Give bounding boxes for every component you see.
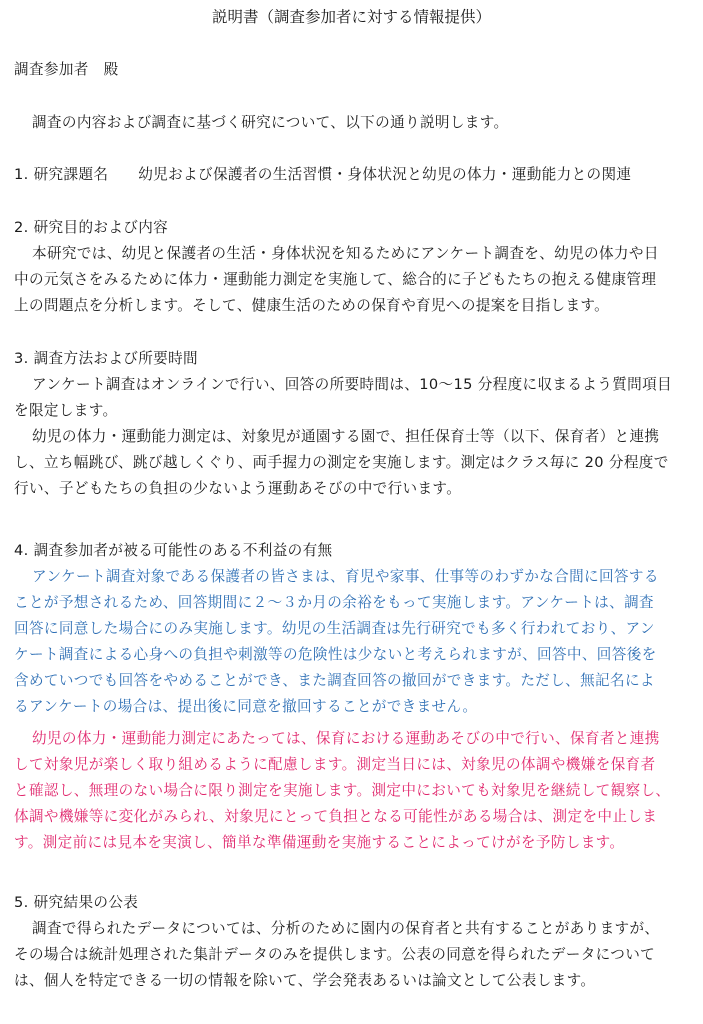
- section-3-line: 行い、子どもたちの負担の少ないよう運動あそびの中で行います。: [14, 480, 462, 497]
- section-2-line: 中の元気さをみるために体力・運動能力測定を実施して、総合的に子どもたちの抱える健康管理: [14, 271, 657, 288]
- section-4-blue-line: るアンケートの場合は、提出後に同意を撤回することができません。: [14, 698, 478, 715]
- section-4-blue-line: 含めていつでも回答をやめることができ、また調査回答の撤回ができます。ただし、無記名によ: [14, 672, 655, 689]
- section-2-line: 上の問題点を分析します。そして、健康生活のための保育や育児への提案を目指します。: [14, 297, 610, 314]
- section-3-heading: 3. 調査方法および所要時間: [14, 350, 198, 367]
- section-3-line: を限定します。: [14, 402, 118, 419]
- intro-text: 調査の内容および調査に基づく研究について、以下の通り説明します。: [32, 114, 509, 131]
- section-1-heading: 1. 研究課題名 幼児および保護者の生活習慣・身体状況と幼児の体力・運動能力との関連: [14, 166, 632, 183]
- section-2-line: 本研究では、幼児と保護者の生活・身体状況を知るためにアンケート調査を、幼児の体力や日: [32, 245, 659, 262]
- section-5-heading: 5. 研究結果の公表: [14, 894, 139, 911]
- section-4-blue-line: アンケート調査対象である保護者の皆さまは、育児や家事、仕事等のわずかな合間に回答する: [32, 568, 659, 585]
- section-5-line: 調査で得られたデータについては、分析のために園内の保育者と共有することがありますが、: [32, 920, 660, 937]
- section-5-line: その場合は統計処理された集計データのみを提供します。公表の同意を得られたデータについて: [14, 946, 656, 963]
- section-3-line: アンケート調査はオンラインで行い、回答の所要時間は、10～15 分程度に収まるよう質問項目: [32, 376, 672, 393]
- section-4-blue-line: ことが予想されるため、回答期間に２～３か月の余裕をもって実施します。アンケートは、調査: [14, 594, 654, 611]
- section-4-blue-line: 回答に同意した場合にのみ実施します。幼児の生活調査は先行研究でも多く行われており、アン: [14, 620, 655, 637]
- section-5-line: は、個人を特定できる一切の情報を除いて、学会発表あるいは論文として公表します。: [14, 972, 596, 989]
- section-3-line: し、立ち幅跳び、跳び越しくぐり、両手握力の測定を実施します。測定はクラス毎に 20 分程度で: [14, 454, 669, 471]
- section-3-line: 幼児の体力・運動能力測定は、対象児が通園する園で、担任保育士等（以下、保育者）と連携: [32, 428, 660, 445]
- section-4-pink-line: と確認し、無理のない場合に限り測定を実施します。測定中においても対象児を継続して観察し、: [14, 782, 671, 799]
- section-4-pink-line: 幼児の体力・運動能力測定にあたっては、保育における運動あそびの中で行い、保育者と連携: [32, 730, 660, 747]
- section-4-pink-line: 体調や機嫌等に変化がみられ、対象児にとって負担となる可能性がある場合は、測定を中止しま: [14, 808, 658, 825]
- section-4-pink-line: して対象児が楽しく取り組めるように配慮します。測定当日には、対象児の体調や機嫌を保育者: [14, 756, 656, 773]
- section-2-heading: 2. 研究目的および内容: [14, 219, 169, 236]
- section-4-pink-line: す。測定前には見本を実演し、簡単な準備運動を実施することによってけがを予防します。: [14, 834, 625, 851]
- section-4-blue-line: ケート調査による心身への負担や刺激等の危険性は少ないと考えられますが、回答中、回答後を: [14, 646, 657, 663]
- document-title: 説明書（調査参加者に対する情報提供）: [211, 8, 491, 26]
- addressee: 調査参加者 殿: [14, 61, 119, 78]
- section-4-heading: 4. 調査参加者が被る可能性のある不利益の有無: [14, 542, 333, 559]
